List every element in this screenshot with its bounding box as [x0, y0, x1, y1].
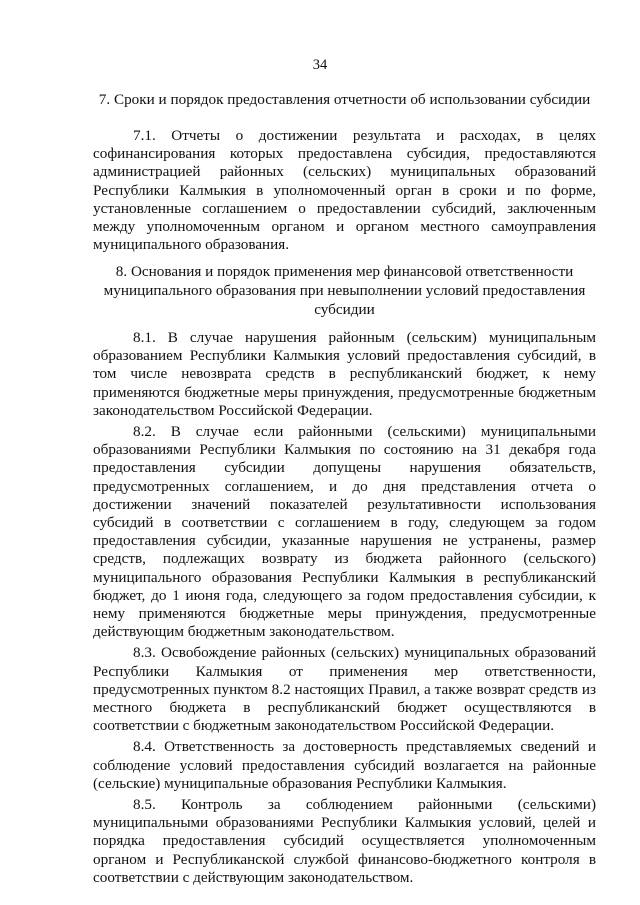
- section-8-body: [93, 329, 596, 887]
- section-7-body: [93, 127, 596, 254]
- paragraph-7-1: 7.1. Отчеты о достижении результата и расходах, в целях софинансирования которых предоставлена субсидия, предоставляются администрацией районных (сельских) муниципальных образований Республики Калмыкия в уполномоченный орган в сроки и по форме, установленные соглашением о предоставлении субсидий, заключенным между уполномоченным органом и органом местного самоуправления муниципального образования.: [93, 127, 596, 254]
- paragraph-8-5: 8.5. Контроль за соблюдением районными (сельскими) муниципальными образованиями Республики Калмыкия условий, целей и порядка предоставления субсидий осуществляется уполномоченным органом и Республиканской службой финансово-бюджетного контроля в соответствии с действующим законодательством.: [93, 796, 596, 886]
- paragraph-8-2: 8.2. В случае если районными (сельскими) муниципальными образованиями Республики Калмыкия по состоянию на 31 декабря года предоставления субсидии допущены нарушения обязательств, предусмотренных соглашением, и до дня представления отчета о достижении значений показателей результативности использования субсидий в соответствии с соглашением в году, следующем за годом предоставления субсидии, указанные нарушения не устранены, размер средств, подлежащих возврату из бюджета районного (сельского) муниципального образования Республики Калмыкия в республиканский бюджет, до 1 июня года, следующего за годом предоставления субсидии, к нему применяются бюджетные меры принуждения, предусмотренные действующим бюджетным законодательством.: [93, 423, 596, 641]
- section-7-heading: 7. Сроки и порядок предоставления отчетности об использовании субсидии: [98, 91, 591, 108]
- paragraph-8-1: 8.1. В случае нарушения районным (сельским) муниципальным образованием Республики Калмыкия условий предоставления субсидий, в том числе невозврата средств в республиканский бюджет, к нему применяются бюджетные меры принуждения, предусмотренные бюджетным законодательством Российской Федерации.: [93, 329, 596, 419]
- paragraph-8-4: 8.4. Ответственность за достоверность представляемых сведений и соблюдение условий предоставления субсидий возлагается на районные (сельские) муниципальные образования Республики Калмыкия.: [93, 738, 596, 792]
- paragraph-8-3: 8.3. Освобождение районных (сельских) муниципальных образований Республики Калмыкия от применения мер ответственности, предусмотренных пунктом 8.2 настоящих Правил, а также возврат средств из местного бюджета в республиканский бюджет осуществляются в соответствии с бюджетным законодательством Российской Федерации.: [93, 644, 596, 735]
- page-number: 34: [312, 57, 328, 73]
- section-8-heading: 8. Основания и порядок применения мер финансовой ответственности муниципального образования при невыполнении условий предоставления субсидии: [103, 263, 586, 318]
